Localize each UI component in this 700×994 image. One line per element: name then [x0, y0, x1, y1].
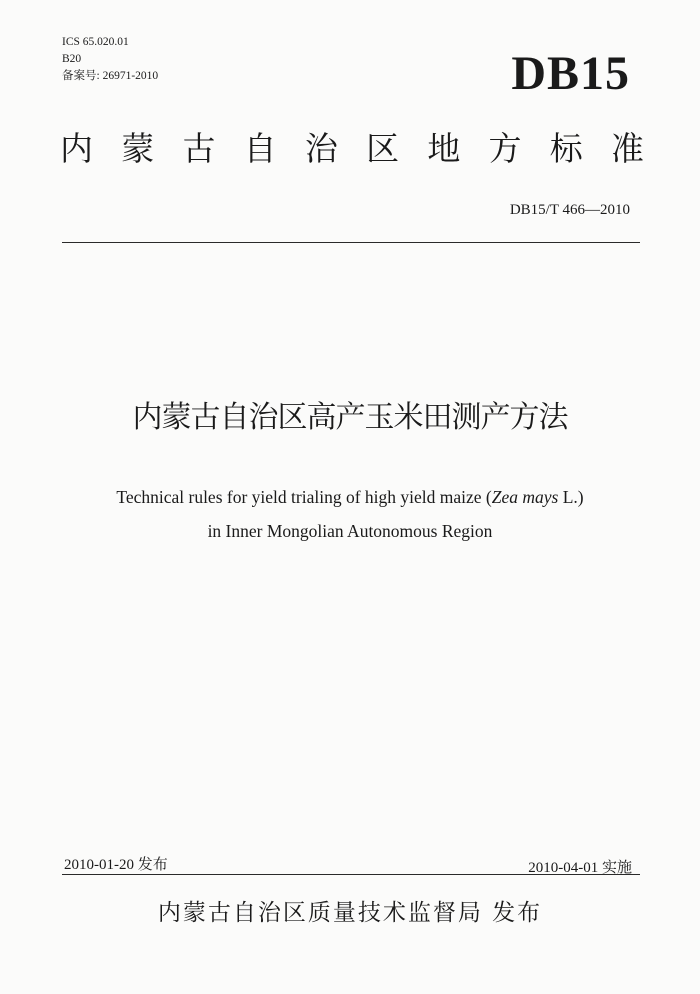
title-english-line2: in Inner Mongolian Autonomous Region: [207, 521, 493, 541]
title-chinese: 内蒙古自治区高产玉米田测产方法: [132, 400, 568, 435]
issuer-title-char: 地: [427, 129, 461, 168]
issuer-title-char: 标: [549, 129, 583, 168]
issuer-title-char: 治: [304, 129, 338, 168]
issuer-title-char: 方: [488, 129, 522, 168]
header-metadata: [62, 34, 158, 85]
publish-date: 2010-01-20 发布: [64, 857, 168, 873]
top-divider: [62, 242, 640, 243]
issuer-title: [60, 129, 644, 168]
standard-number: DB15/T 466—2010: [509, 202, 630, 218]
publisher: 内蒙古自治区质量技术监督局 发布: [157, 900, 543, 926]
title-english-species: Zea mays: [491, 487, 559, 507]
issuer-title-char: 区: [366, 129, 400, 168]
issuer-title-char: 准: [610, 129, 644, 168]
issuer-title-char: 蒙: [121, 129, 155, 168]
bottom-divider: [62, 874, 640, 875]
issuer-title-char: 古: [182, 129, 216, 168]
record-number: 备案号: 26971-2010: [62, 70, 159, 82]
title-english: [0, 480, 700, 548]
standard-code: DB15: [511, 47, 630, 100]
ics-code: ICS 65.020.01: [62, 36, 129, 48]
title-english-text: Technical rules for yield trialing of high yield maize (: [116, 487, 492, 507]
classification-code: B20: [62, 53, 82, 65]
title-english-line1: [0, 480, 700, 514]
issuer-title-char: 自: [243, 129, 277, 168]
issuer-title-char: 内: [60, 129, 93, 168]
effective-date: 2010-04-01 实施: [528, 860, 632, 876]
title-english-text-end: L.): [558, 487, 584, 507]
